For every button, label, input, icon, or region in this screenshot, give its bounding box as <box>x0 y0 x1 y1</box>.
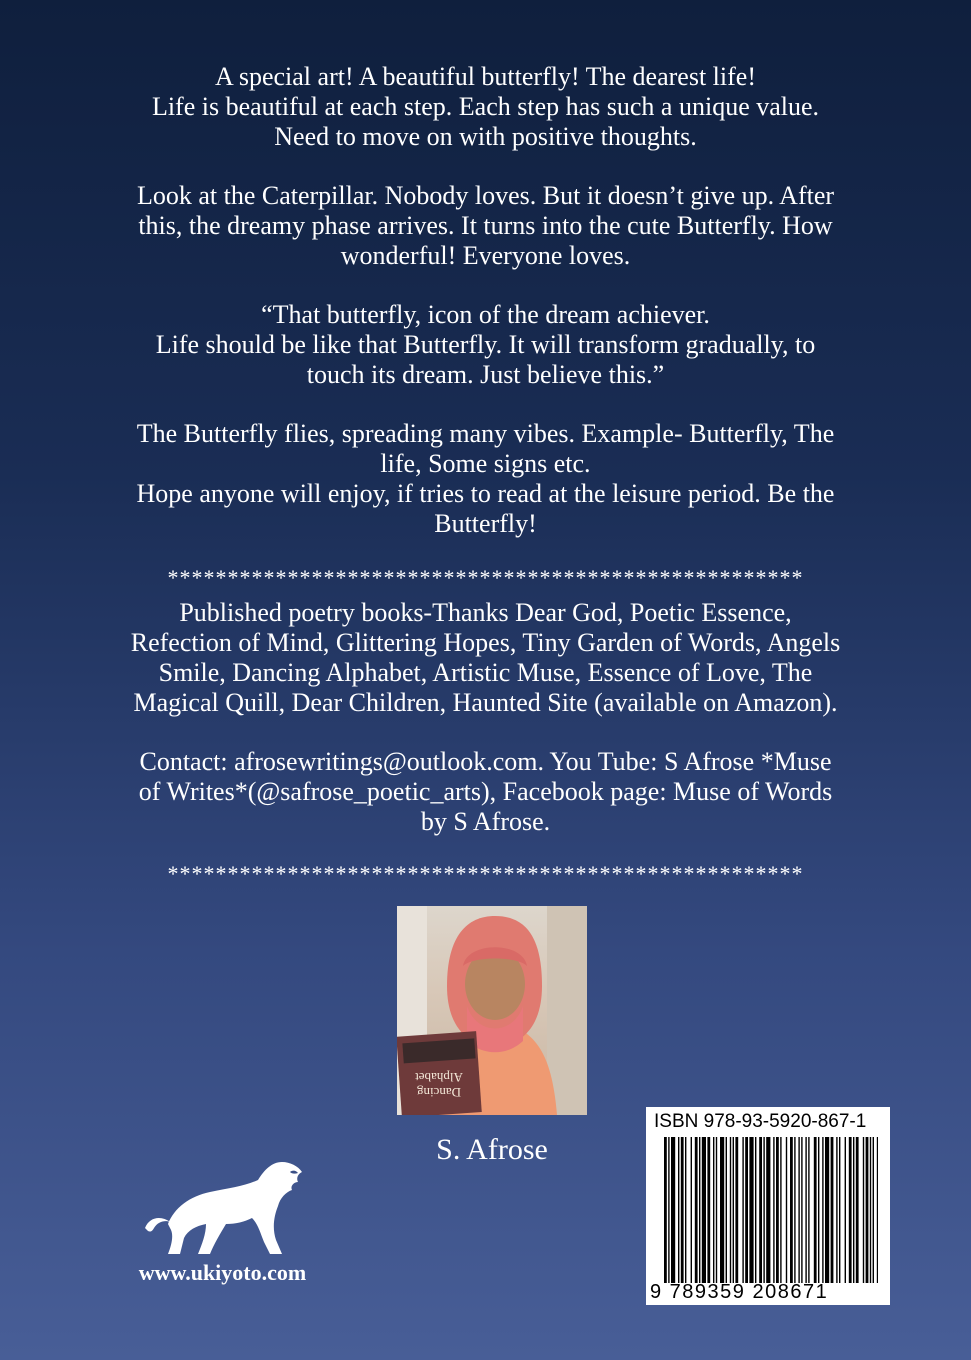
blurb-line: Life should be like that Butterfly. It will transform gradually, to <box>155 330 816 359</box>
isbn-barcode-box <box>646 1107 890 1305</box>
barcode-bar <box>695 1137 698 1283</box>
barcode-bar <box>853 1137 854 1283</box>
blurb-line: life, Some signs etc. <box>380 449 591 478</box>
blurb-line: Need to move on with positive thoughts. <box>274 122 697 151</box>
barcode-bar <box>863 1137 864 1283</box>
barcode-bar <box>668 1137 669 1283</box>
barcode-bar <box>818 1137 819 1283</box>
barcode-bar <box>707 1137 710 1283</box>
barcode-bar <box>671 1137 675 1283</box>
barcode-bar <box>814 1137 817 1283</box>
barcode-bar <box>849 1137 852 1283</box>
barcode-bar <box>877 1137 878 1283</box>
contact-line: by S Afrose. <box>420 807 551 836</box>
barcode-bar <box>790 1137 793 1283</box>
barcode-bar <box>733 1137 734 1283</box>
barcode-bar <box>798 1137 799 1283</box>
blurb-line: this, the dreamy phase arrives. It turns into the cute Butterfly. How <box>138 211 833 240</box>
barcode-bar <box>805 1137 806 1283</box>
contact-line: Contact: afrosewritings@outlook.com. You Tube: S Afrose *Muse <box>139 747 832 776</box>
barcode-bar <box>856 1137 859 1283</box>
blurb-line: Hope anyone will enjoy, if tries to read at the leisure period. Be the <box>136 479 835 508</box>
author-portrait-illustration <box>397 906 587 1115</box>
barcode-bar <box>720 1137 724 1283</box>
photo-book-title-line: Alphabet <box>415 1070 463 1085</box>
isbn-label: ISBN 978-93-5920-867-1 <box>654 1111 867 1132</box>
barcode-digits: 9 789359 208671 <box>650 1281 829 1303</box>
published-books <box>60 598 911 718</box>
blurb-paragraph-1 <box>60 62 911 152</box>
blurb-line: wonderful! Everyone loves. <box>340 241 631 270</box>
barcode-bar <box>794 1137 795 1283</box>
barcode-bar <box>873 1137 874 1283</box>
blurb-line: The Butterfly flies, spreading many vibes. Example- Butterfly, The <box>136 419 835 448</box>
barcode-bar <box>825 1137 829 1283</box>
barcode-bar <box>766 1137 770 1283</box>
author-name: S. Afrose <box>436 1133 548 1166</box>
books-line: Refection of Mind, Glittering Hopes, Tiny Garden of Words, Angels <box>130 628 841 657</box>
blurb-line: “That butterfly, icon of the dream achiever. <box>261 300 710 329</box>
barcode-bar <box>691 1137 692 1283</box>
barcode-bar <box>866 1137 869 1283</box>
author-info <box>60 598 911 866</box>
blurb-paragraph-2 <box>60 181 911 271</box>
lion-icon <box>140 1158 310 1258</box>
barcode-bar <box>776 1137 779 1283</box>
barcode-bar <box>763 1137 764 1283</box>
blurb-paragraph-3 <box>60 300 911 390</box>
barcode-bar <box>801 1137 802 1283</box>
books-line: Published poetry books-Thanks Dear God, Poetic Essence, <box>179 598 792 627</box>
barcode-bar <box>836 1137 837 1283</box>
barcode-bar <box>780 1137 781 1283</box>
separator-bottom: ***************************************************** <box>167 861 804 886</box>
barcode-bar <box>755 1137 756 1283</box>
separator-top: ***************************************************** <box>167 565 804 590</box>
barcode-bar <box>822 1137 823 1283</box>
barcode-bar <box>735 1137 738 1283</box>
barcode-bar <box>745 1137 748 1283</box>
photo-book-title-line: Dancing <box>416 1085 462 1100</box>
blurb-line: Look at the Caterpillar. Nobody loves. But it doesn’t give up. After <box>136 181 835 210</box>
barcode-bar <box>839 1137 840 1283</box>
barcode-bar <box>730 1137 731 1283</box>
barcode-bar <box>699 1137 700 1283</box>
books-line: Magical Quill, Dear Children, Haunted Site (available on Amazon). <box>133 688 838 717</box>
barcode-bar <box>685 1137 686 1283</box>
barcode-bar <box>845 1137 846 1283</box>
barcode-bar <box>726 1137 727 1283</box>
barcode-bar <box>678 1137 679 1283</box>
contact-line: of Writes*(@safrose_poetic_arts), Facebook page: Muse of Words <box>138 777 833 806</box>
blurb-paragraph-4 <box>60 419 911 539</box>
books-line: Smile, Dancing Alphabet, Artistic Muse, Essence of Love, The <box>158 658 813 687</box>
barcode-bar <box>870 1137 871 1283</box>
blurb-line: Life is beautiful at each step. Each step has such a unique value. <box>151 92 820 121</box>
publisher-website[interactable]: www.ukiyoto.com <box>138 1260 307 1285</box>
contact-info <box>60 747 911 837</box>
barcode-bar <box>742 1137 743 1283</box>
blurb-line: A special art! A beautiful butterfly! The dearest life! <box>215 62 756 91</box>
barcode-bar <box>749 1137 753 1283</box>
barcode <box>664 1137 878 1283</box>
barcode-bar <box>831 1137 834 1283</box>
barcode-bar <box>759 1137 762 1283</box>
barcode-bar <box>773 1137 774 1283</box>
barcode-bar <box>681 1137 684 1283</box>
barcode-bar <box>713 1137 714 1283</box>
barcode-bar <box>786 1137 787 1283</box>
barcode-bar <box>702 1137 706 1283</box>
author-photo <box>397 906 587 1115</box>
barcode-bar <box>716 1137 717 1283</box>
blurb-line: Butterfly! <box>434 509 537 538</box>
barcode-bar <box>808 1137 809 1283</box>
blurb-line: touch its dream. Just believe this.” <box>306 360 665 389</box>
back-cover-blurb <box>60 62 911 568</box>
barcode-bar <box>664 1137 667 1283</box>
